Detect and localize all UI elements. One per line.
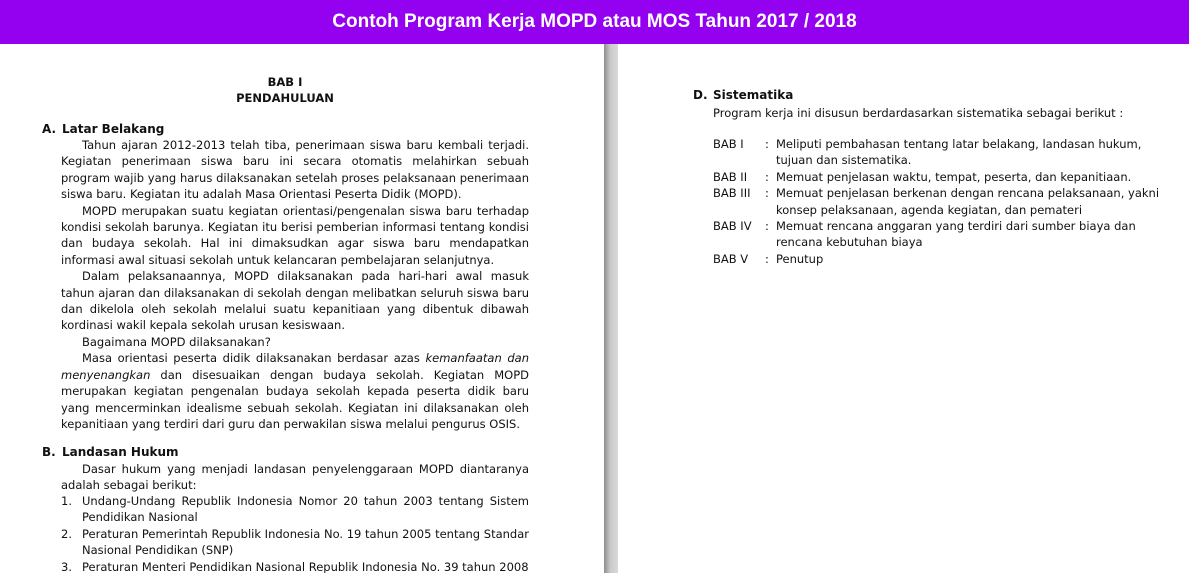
list-item <box>713 218 1173 251</box>
section-d-title: Sistematika <box>713 88 794 102</box>
section-d-letter: D. <box>693 88 708 102</box>
page-gutter <box>604 44 618 573</box>
list-number: 3. <box>61 559 72 573</box>
document-page-right <box>618 44 1189 573</box>
bab-label: BAB III <box>713 186 751 201</box>
bab-description: Memuat penjelasan berkenan dengan rencana pelaksanaan, yakni konsep pelaksanaan, agenda kegiatan, dan pemateri <box>776 186 1160 217</box>
list-number: 1. <box>61 494 72 508</box>
list-item <box>713 169 1173 185</box>
section-b-letter: B. <box>42 445 56 459</box>
section-d-intro: Program kerja ini disusun berdardasarkan sistematika sebagai berikut : <box>713 106 1124 120</box>
list-number: 2. <box>61 526 72 541</box>
bab-colon: : <box>765 251 769 266</box>
italic-phrase: kemanfaatan dan menyenangkan <box>61 351 529 382</box>
paragraph: MOPD merupakan suatu kegiatan orientasi/pengenalan siswa baru terhadap kondisi sekolah barunya. Kegiatan itu berisi pemberian informasi tentang kondisi dan budaya sekolah. Hal ini dimaksudkan agar siswa baru mendapatkan informasi awal situasi sekolah untuk kelancaran pembelajaran selanjutnya. <box>61 203 529 267</box>
bab-label: BAB V <box>713 251 749 266</box>
paragraph: Tahun ajaran 2012-2013 telah tiba, penerimaan siswa baru kembali terjadi. Kegiatan penerimaan siswa baru ini secara otomatis melahirkan sebuah program wajib yang harus dilaksanakan setelah proses pelaksanaan penerimaan siswa baru. Kegiatan itu adalah Masa Orientasi Peserta Didik (MOPD). <box>61 138 529 202</box>
section-b-intro <box>61 461 529 494</box>
document-page-left <box>0 44 604 573</box>
list-text: Peraturan Menteri Pendidikan Nasional Republik Indonesia No. 39 tahun 2008 <box>82 559 529 573</box>
section-a-heading <box>42 121 164 137</box>
page-banner <box>0 0 1189 44</box>
bab-label: BAB I <box>713 137 744 151</box>
banner-title: Contoh Program Kerja MOPD atau MOS Tahun 2017 / 2018 <box>332 11 857 32</box>
bab-label: BAB II <box>713 169 748 184</box>
bab-description: Meliputi pembahasan tentang latar belakang, landasan hukum, tujuan dan sistematika. <box>776 137 1142 168</box>
chapter-title: PENDAHULUAN <box>236 91 334 105</box>
list-item <box>61 559 529 573</box>
bab-label: BAB IV <box>713 219 752 234</box>
bab-colon: : <box>765 169 769 184</box>
paragraph-question: Bagaimana MOPD dilaksanakan? <box>82 334 271 349</box>
section-b-heading <box>42 444 179 460</box>
bab-colon: : <box>765 186 769 201</box>
paragraph: Dalam pelaksanaannya, MOPD dilaksanakan pada hari-hari awal masuk tahun ajaran dan dilaksanakan di sekolah dengan melibatkan seluruh siswa baru dan dikelola oleh sekolah melalui suatu kepanitiaan yang dibentuk dibawah kordinasi wakil kepala sekolah urusan kesiswaan. <box>61 269 529 333</box>
list-item <box>713 136 1173 169</box>
paragraph-text: Masa orientasi peserta didik dilaksanakan berdasar azas <box>82 351 426 366</box>
list-item <box>713 251 1173 267</box>
bab-colon: : <box>765 219 769 234</box>
section-b-title: Landasan Hukum <box>62 445 179 459</box>
legal-basis-list <box>61 493 529 573</box>
section-a-letter: A. <box>42 122 57 136</box>
list-item <box>713 185 1173 218</box>
bab-description: Memuat rencana anggaran yang terdiri dari sumber biaya dan rencana kebutuhan biaya <box>776 219 1136 250</box>
paragraph: Dasar hukum yang menjadi landasan penyelenggaraan MOPD diantaranya adalah sebagai berikut: <box>61 462 529 493</box>
list-item <box>61 493 529 526</box>
section-a-title: Latar Belakang <box>62 122 165 136</box>
chapter-number: BAB I <box>267 75 303 89</box>
list-item <box>61 526 529 559</box>
list-text: Peraturan Pemerintah Republik Indonesia No. 19 tahun 2005 tentang Standar Nasional Pendidikan (SNP) <box>82 526 529 558</box>
list-text: Undang-Undang Republik Indonesia Nomor 20 tahun 2003 tentang Sistem Pendidikan Nasional <box>82 494 529 525</box>
section-a-body <box>61 137 529 432</box>
chapter-outline-list <box>713 136 1173 267</box>
bab-description: Penutup <box>776 251 824 266</box>
bab-description: Memuat penjelasan waktu, tempat, peserta, dan kepanitiaan. <box>776 169 1132 184</box>
paragraph-text: dan disesuaikan dengan budaya sekolah. Kegiatan MOPD merupakan kegiatan pengenalan budaya sekolah kepada peserta didik baru yang mencerminkan idealisme sebuah sekolah. Kegiatan ini dilaksanakan oleh kepanitiaan yang terdiri dari guru dan perwakilan siswa melalui pengurus OSIS. <box>61 367 529 431</box>
section-d-heading <box>693 87 793 103</box>
paragraph <box>61 350 529 432</box>
bab-colon: : <box>765 137 769 151</box>
